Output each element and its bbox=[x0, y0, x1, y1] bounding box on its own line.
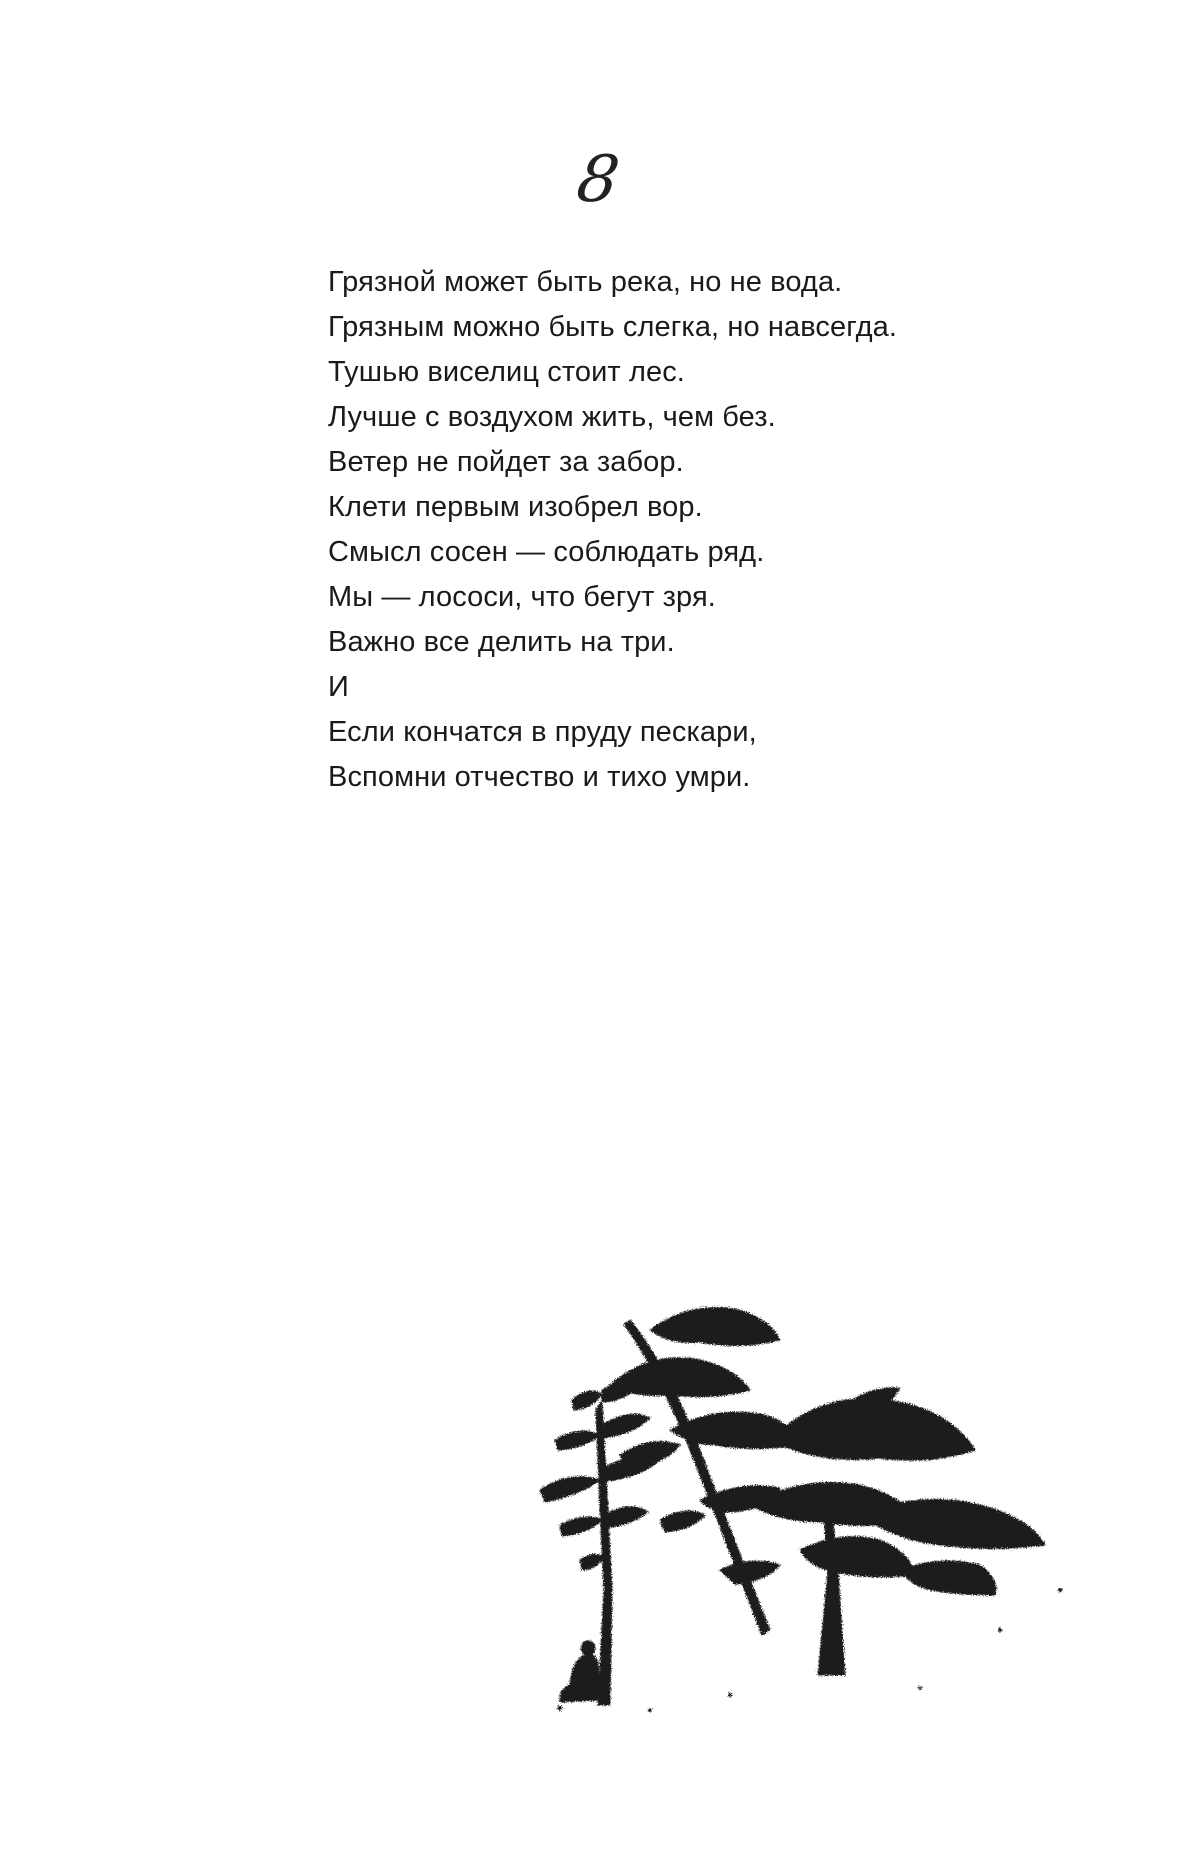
poem-line: Грязной может быть река, но не вода. bbox=[328, 266, 843, 298]
poem-line: Ветер не пойдет за забор. bbox=[328, 446, 684, 478]
poem-line: Тушью виселиц стоит лес. bbox=[328, 356, 685, 388]
poem-line: Если кончатся в пруду пескари, bbox=[328, 716, 757, 748]
small-tree-icon bbox=[540, 1383, 660, 1705]
ground-specks bbox=[558, 1589, 1062, 1712]
pine-trees-illustration bbox=[500, 1290, 1090, 1720]
poem-line: Мы — лососи, что бегут зря. bbox=[328, 581, 716, 613]
poem-line: Грязным можно быть слегка, но навсегда. bbox=[328, 311, 898, 343]
poem-line: Важно все делить на три. bbox=[328, 626, 675, 658]
poem-line: Вспомни отчество и тихо умри. bbox=[328, 761, 751, 793]
poem-line: И bbox=[328, 671, 349, 703]
seated-figure-icon bbox=[560, 1641, 600, 1702]
chapter-number: 8 bbox=[572, 143, 624, 217]
poem-line: Клети первым изобрел вор. bbox=[328, 491, 703, 523]
broad-pine-icon bbox=[750, 1388, 1045, 1675]
poem bbox=[328, 260, 897, 800]
poem-line: Лучше с воздухом жить, чем без. bbox=[328, 401, 776, 433]
poem-line: Смысл сосен — соблюдать ряд. bbox=[328, 536, 765, 568]
